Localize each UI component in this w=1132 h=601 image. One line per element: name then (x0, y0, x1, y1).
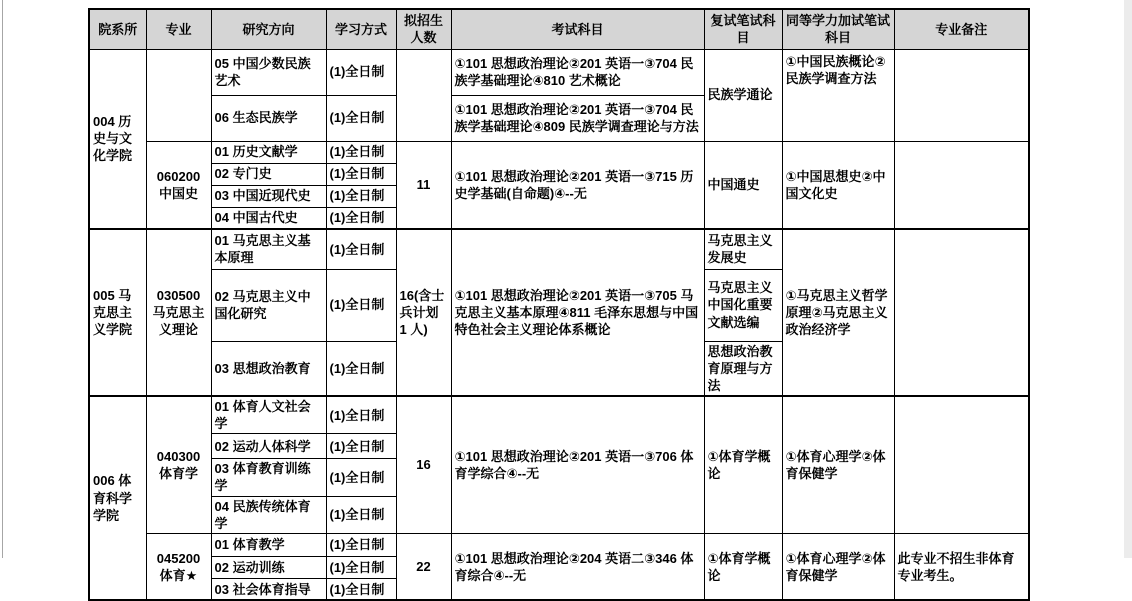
cell-enrollment: 22 (396, 533, 451, 600)
cell-direction: 02 马克思主义中国化研究 (211, 269, 326, 341)
cell-study-mode: (1)全日制 (326, 185, 396, 207)
cell-major-code: 040300 体育学 (146, 396, 211, 533)
cell-department: 006 体育科学学院 (89, 396, 146, 600)
col-header-retest-subjects: 复试笔试科目 (704, 9, 782, 49)
cell-direction: 05 中国少数民族艺术 (211, 49, 326, 95)
cell-remarks (894, 141, 1029, 229)
cell-additional-subjects: ①马克思主义哲学原理②马克思主义政治经济学 (782, 229, 894, 396)
cell-retest-subject: 马克思主义中国化重要文献选编 (704, 269, 782, 341)
cell-major-code: 060200 中国史 (146, 141, 211, 229)
cell-study-mode: (1)全日制 (326, 49, 396, 95)
cell-study-mode: (1)全日制 (326, 229, 396, 269)
cell-direction: 04 中国古代史 (211, 207, 326, 229)
vertical-scrollbar[interactable] (1124, 0, 1132, 558)
cell-direction: 04 民族传统体育学 (211, 496, 326, 533)
cell-direction: 02 运动训练 (211, 556, 326, 578)
cell-major-code: 045200 体育★ (146, 533, 211, 600)
cell-exam-subjects: ①101 思想政治理论②201 英语一③705 马克思主义基本原理④811 毛泽东思想与中国特色社会主义理论体系概论 (451, 229, 704, 396)
table-row (89, 141, 1029, 163)
cell-retest-subject: 中国通史 (704, 141, 782, 229)
cell-study-mode: (1)全日制 (326, 496, 396, 533)
cell-direction: 03 中国近现代史 (211, 185, 326, 207)
table-row (89, 396, 1029, 434)
cell-exam-subjects: ①101 思想政治理论②204 英语二③346 体育综合④--无 (451, 533, 704, 600)
cell-department: 005 马克思主义学院 (89, 229, 146, 396)
table-row (89, 49, 1029, 95)
cell-exam-subjects: ①101 思想政治理论②201 英语一③704 民族学基础理论④810 艺术概论 (451, 49, 704, 95)
col-header-research-direction: 研究方向 (211, 9, 326, 49)
cell-exam-subjects: ①101 思想政治理论②201 英语一③715 历史学基础(自命题)④--无 (451, 141, 704, 229)
cell-enrollment: 16(含士兵计划 1 人) (396, 229, 451, 396)
cell-enrollment (396, 49, 451, 141)
window-edge-line (2, 0, 3, 558)
cell-remarks (894, 396, 1029, 533)
cell-study-mode: (1)全日制 (326, 578, 396, 600)
col-header-equivalency-subjects: 同等学力加试笔试科目 (782, 9, 894, 49)
admissions-table-container (88, 8, 1030, 601)
cell-study-mode: (1)全日制 (326, 269, 396, 341)
cell-study-mode: (1)全日制 (326, 396, 396, 434)
cell-direction: 01 体育人文社会学 (211, 396, 326, 434)
cell-direction: 02 运动人体科学 (211, 434, 326, 459)
cell-direction: 06 生态民族学 (211, 95, 326, 141)
cell-enrollment: 16 (396, 396, 451, 533)
table-row (89, 533, 1029, 556)
cell-department: 004 历史与文化学院 (89, 49, 146, 229)
cell-retest-subject: 马克思主义发展史 (704, 229, 782, 269)
cell-remarks (894, 49, 1029, 141)
cell-remarks: 此专业不招生非体育专业考生。 (894, 533, 1029, 600)
table-row (89, 229, 1029, 269)
cell-retest-subject: 民族学通论 (704, 49, 782, 141)
cell-study-mode: (1)全日制 (326, 207, 396, 229)
cell-additional-subjects: ①中国思想史②中国文化史 (782, 141, 894, 229)
cell-retest-subject: 思想政治教育原理与方法 (704, 341, 782, 396)
cell-major-code: 030500 马克思主义理论 (146, 229, 211, 396)
cell-study-mode: (1)全日制 (326, 434, 396, 459)
col-header-remarks: 专业备注 (894, 9, 1029, 49)
col-header-department: 院系所 (89, 9, 146, 49)
cell-study-mode: (1)全日制 (326, 141, 396, 163)
cell-study-mode: (1)全日制 (326, 533, 396, 556)
col-header-study-mode: 学习方式 (326, 9, 396, 49)
cell-direction: 03 社会体育指导 (211, 578, 326, 600)
cell-direction: 03 思想政治教育 (211, 341, 326, 396)
cell-study-mode: (1)全日制 (326, 95, 396, 141)
cell-direction: 02 专门史 (211, 163, 326, 185)
cell-additional-subjects: ①体育心理学②体育保健学 (782, 533, 894, 600)
admissions-table (88, 8, 1030, 601)
cell-direction: 03 体育教育训练学 (211, 459, 326, 496)
col-header-major: 专业 (146, 9, 211, 49)
cell-direction: 01 历史文献学 (211, 141, 326, 163)
col-header-exam-subjects: 考试科目 (451, 9, 704, 49)
cell-additional-subjects: ①体育心理学②体育保健学 (782, 396, 894, 533)
cell-study-mode: (1)全日制 (326, 341, 396, 396)
cell-direction: 01 马克思主义基本原理 (211, 229, 326, 269)
cell-exam-subjects: ①101 思想政治理论②201 英语一③704 民族学基础理论④809 民族学调查理论与方法 (451, 95, 704, 141)
cell-study-mode: (1)全日制 (326, 163, 396, 185)
cell-direction: 01 体育教学 (211, 533, 326, 556)
col-header-planned-enrollment: 拟招生人数 (396, 9, 451, 49)
cell-exam-subjects: ①101 思想政治理论②201 英语一③706 体育学综合④--无 (451, 396, 704, 533)
cell-retest-subject: ①体育学概论 (704, 396, 782, 533)
table-header-row (89, 9, 1029, 49)
cell-additional-subjects: ①中国民族概论②民族学调查方法 (782, 49, 894, 141)
cell-study-mode: (1)全日制 (326, 459, 396, 496)
cell-major-code (146, 49, 211, 141)
cell-remarks (894, 229, 1029, 396)
cell-enrollment: 11 (396, 141, 451, 229)
cell-study-mode: (1)全日制 (326, 556, 396, 578)
cell-retest-subject: ①体育学概论 (704, 533, 782, 600)
